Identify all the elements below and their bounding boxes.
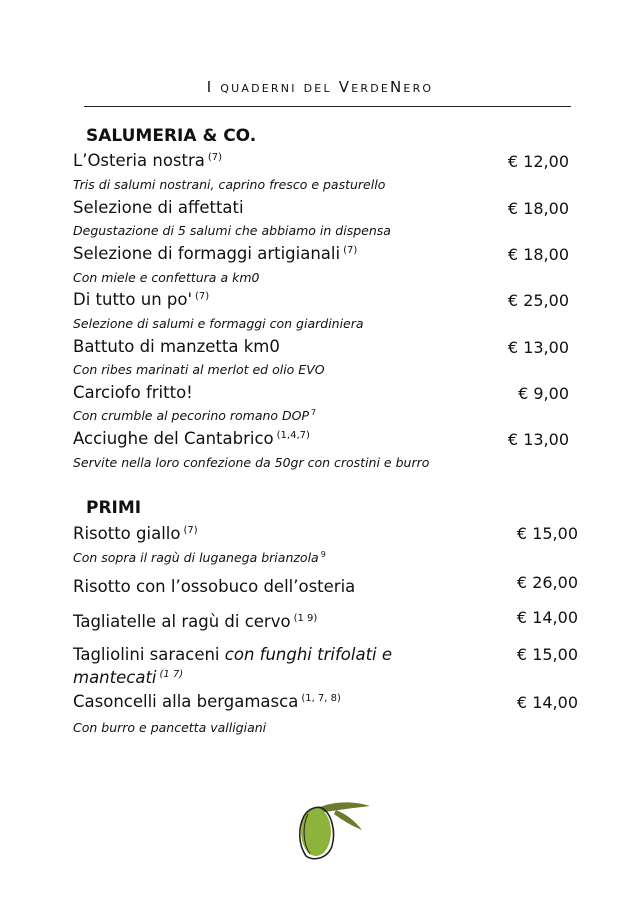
menu-item-name: Carciofo fritto!	[73, 383, 193, 402]
menu-item-price: € 14,00	[516, 608, 578, 627]
menu-item-name: Battuto di manzetta km0	[73, 337, 280, 356]
section-title-salumeria: SALUMERIA & CO.	[86, 126, 257, 146]
menu-item-description: Con burro e pancetta valligiani	[73, 720, 267, 735]
menu-item-description: Selezione di salumi e formaggi con giardiniera	[73, 316, 364, 331]
menu-item-name: Risotto giallo $^{(7)}$	[73, 524, 198, 543]
menu-item-price: € 9,00	[518, 384, 569, 403]
menu-item-name: Tagliatelle al ragù di cervo $^{(1 9)}$	[73, 612, 318, 631]
menu-item-description: Con ribes marinati al merlot ed olio EVO	[73, 362, 325, 377]
menu-item-description: Con sopra il ragù di luganega brianzola $^9$	[73, 550, 326, 565]
menu-item-name: Selezione di formaggi artigianali $^{(7)}$	[73, 244, 358, 263]
menu-item-name: Casoncelli alla bergamasca $^{(1, 7, 8)}$	[73, 692, 341, 711]
menu-item-description: Servite nella loro confezione da 50gr con crostini e burro	[73, 455, 430, 470]
menu-item-name: Tagliolini saraceni con funghi trifolati e	[73, 645, 393, 664]
menu-item-description: Degustazione di 5 salumi che abbiamo in dispensa	[73, 223, 391, 238]
menu-item-name: Di tutto un po' $^{(7)}$	[73, 290, 210, 309]
menu-item-price: € 14,00	[516, 693, 578, 712]
menu-item-name: Acciughe del Cantabrico $^{(1,4,7)}$	[73, 429, 310, 448]
menu-item-description: Tris di salumi nostrani, caprino fresco e pasturello	[73, 177, 386, 192]
menu-item-description: Con miele e confettura a km0	[73, 270, 260, 285]
menu-item-price: € 15,00	[516, 645, 578, 664]
menu-item-price: € 13,00	[507, 338, 569, 357]
menu-item-name: Selezione di affettati	[73, 198, 244, 217]
menu-item-price: € 18,00	[507, 245, 569, 264]
menu-header-title: I quaderni del VerdeNero	[206, 78, 434, 96]
menu-item-name: Risotto con l’ossobuco dell’osteria	[73, 577, 356, 596]
menu-item-price: € 26,00	[516, 573, 578, 592]
menu-item-price: € 15,00	[516, 524, 578, 543]
menu-item-description: Con crumble al pecorino romano DOP $^7$	[73, 408, 317, 423]
menu-item-price: € 18,00	[507, 199, 569, 218]
olive-branch-icon	[296, 800, 372, 862]
header-divider	[84, 106, 571, 107]
menu-item-price: € 13,00	[507, 430, 569, 449]
menu-item-name: L’Osteria nostra $^{(7)}$	[73, 151, 223, 170]
menu-item-name-continued: mantecati $^{(1 7)}$	[73, 668, 184, 687]
section-title-primi: PRIMI	[86, 498, 142, 518]
menu-item-price: € 12,00	[507, 152, 569, 171]
menu-item-price: € 25,00	[507, 291, 569, 310]
